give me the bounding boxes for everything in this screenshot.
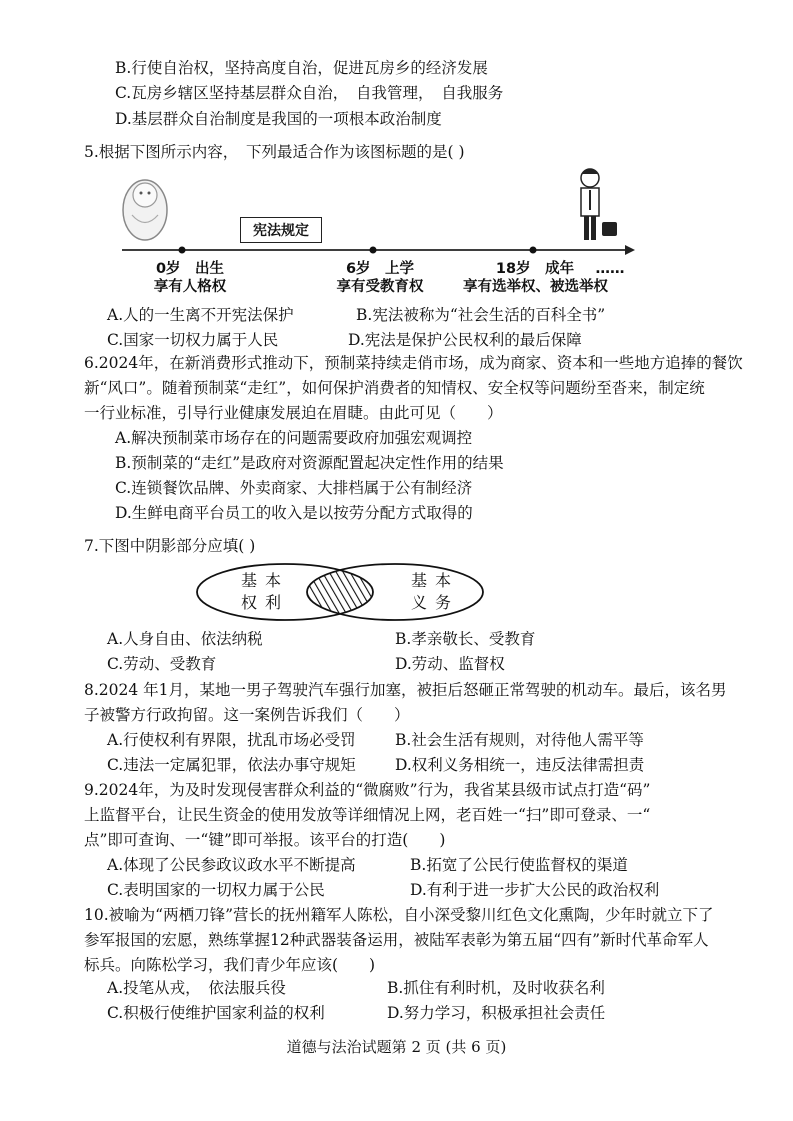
q7-option-a: A.人身自由、依法纳税: [107, 630, 263, 648]
q9-line-1: 9.2024年，为及时发现侵害群众利益的“微腐败”行为，我省某县级市试点打造“码”: [84, 781, 651, 799]
q6-option-b: B.预制菜的“走红”是政府对资源配置起决定性作用的结果: [115, 454, 504, 472]
page-footer: 道德与法治试题第 2 页 (共 6 页): [286, 1038, 507, 1056]
q7-stem: 7.下图中阴影部分应填( ): [84, 537, 256, 555]
timeline-ellipsis: ……: [595, 261, 625, 277]
timeline-dot-0: [179, 247, 186, 254]
q5-option-a: A.人的一生离不开宪法保护: [107, 306, 294, 324]
q8-line-1: 8.2024 年1月，某地一男子驾驶汽车强行加塞，被拒后怒砸正常驾驶的机动车。最后，该名男: [84, 681, 727, 699]
q8-option-a: A.行使权利有界限，扰乱市场必受罚: [107, 731, 356, 749]
point-0-right: 享有人格权: [153, 279, 227, 295]
q10-option-c: C.积极行使维护国家利益的权利: [107, 1004, 325, 1022]
q9-option-c: C.表明国家的一切权力属于公民: [107, 881, 325, 899]
point-6-right: 享有受教育权: [336, 279, 424, 295]
q5-option-c: C.国家一切权力属于人民: [107, 331, 279, 349]
q6-line-1: 6.2024年，在新消费形式推动下，预制菜持续走俏市场，成为商家、资本和一些地方追捧的餐饮: [84, 354, 743, 372]
point-0-age: 0岁 出生: [155, 261, 225, 277]
q10-option-d: D.努力学习，积极承担社会责任: [387, 1004, 606, 1022]
q10-option-b: B.抓住有利时机，及时收获名利: [387, 979, 605, 997]
point-6-age: 6岁 上学: [345, 261, 415, 277]
q5-option-d: D.宪法是保护公民权利的最后保障: [348, 331, 582, 349]
point-18-right: 享有选举权、被选举权: [463, 279, 608, 295]
q9-option-d: D.有利于进一步扩大公民的政治权利: [410, 881, 660, 899]
q8-option-d: D.权利义务相统一，违反法律需担责: [395, 756, 645, 774]
q10-line-3: 标兵。向陈松学习，我们青少年应该( ): [84, 956, 376, 974]
q7-option-c: C.劳动、受教育: [107, 655, 217, 673]
q8-option-b: B.社会生活有规则，对待他人需平等: [395, 731, 644, 749]
timeline-dot-6: [370, 247, 377, 254]
q7-option-d: D.劳动、监督权: [395, 655, 505, 673]
q4-option-b: B.行使自治权，坚持高度自治，促进瓦房乡的经济发展: [115, 59, 488, 77]
q9-line-2: 上监督平台，让民生资金的使用发放等详细情况上网，老百姓一“扫”即可登录、一“: [84, 806, 651, 824]
businessman-icon: [581, 169, 617, 240]
q8-line-2: 子被警方行政拘留。这一案例告诉我们（ ）: [84, 706, 410, 724]
q7-venn-diagram: [190, 560, 510, 624]
timeline-arrow: [625, 245, 635, 255]
q4-option-c: C.瓦房乡辖区坚持基层群众自治， 自我管理， 自我服务: [115, 84, 504, 102]
q10-line-2: 参军报国的宏愿，熟练掌握12种武器装备运用，被陆军表彰为第五届“四有”新时代革命军人: [84, 931, 709, 949]
q5-option-b: B.宪法被称为“社会生活的百科全书”: [356, 306, 606, 324]
venn-left-top: 基本: [240, 571, 289, 590]
q9-option-b: B.拓宽了公民行使监督权的渠道: [410, 856, 628, 874]
q6-option-d: D.生鲜电商平台员工的收入是以按劳分配方式取得的: [115, 504, 473, 522]
q5-timeline-figure: [110, 160, 640, 300]
q7-option-b: B.孝亲敬长、受教育: [395, 630, 536, 648]
venn-right-bottom: 义务: [410, 593, 459, 612]
q6-option-a: A.解决预制菜市场存在的问题需要政府加强宏观调控: [115, 429, 473, 447]
q9-option-a: A.体现了公民参政议政水平不断提高: [107, 856, 356, 874]
q6-line-3: 一行业标准，引导行业健康发展迫在眉睫。由此可见（ ）: [84, 404, 503, 422]
venn-right-top: 基本: [410, 571, 459, 590]
q6-option-c: C.连锁餐饮品牌、外卖商家、大排档属于公有制经济: [115, 479, 473, 497]
q5-stem: 5.根据下图所示内容， 下列最适合作为该图标题的是( ): [84, 143, 465, 161]
q10-option-a: A.投笔从戎， 依法服兵役: [107, 979, 286, 997]
q6-line-2: 新“风口”。随着预制菜“走红”，如何保护消费者的知情权、安全权等问题纷至沓来，制定统: [84, 379, 705, 397]
q9-line-3: 点”即可查询、一“键”即可举报。该平台的打造( ): [84, 831, 446, 849]
timeline-dot-18: [530, 247, 537, 254]
baby-icon: [123, 180, 167, 240]
constitution-rule-box: 宪法规定: [240, 217, 322, 243]
venn-left-bottom: 权利: [240, 593, 289, 612]
q10-line-1: 10.被喻为“两栖刀锋”营长的抚州籍军人陈松，自小深受黎川红色文化熏陶，少年时就立下了: [84, 906, 714, 924]
q8-option-c: C.违法一定属犯罪，依法办事守规矩: [107, 756, 356, 774]
q4-option-d: D.基层群众自治制度是我国的一项根本政治制度: [115, 110, 442, 128]
point-18-age: 18岁 成年: [495, 261, 575, 277]
